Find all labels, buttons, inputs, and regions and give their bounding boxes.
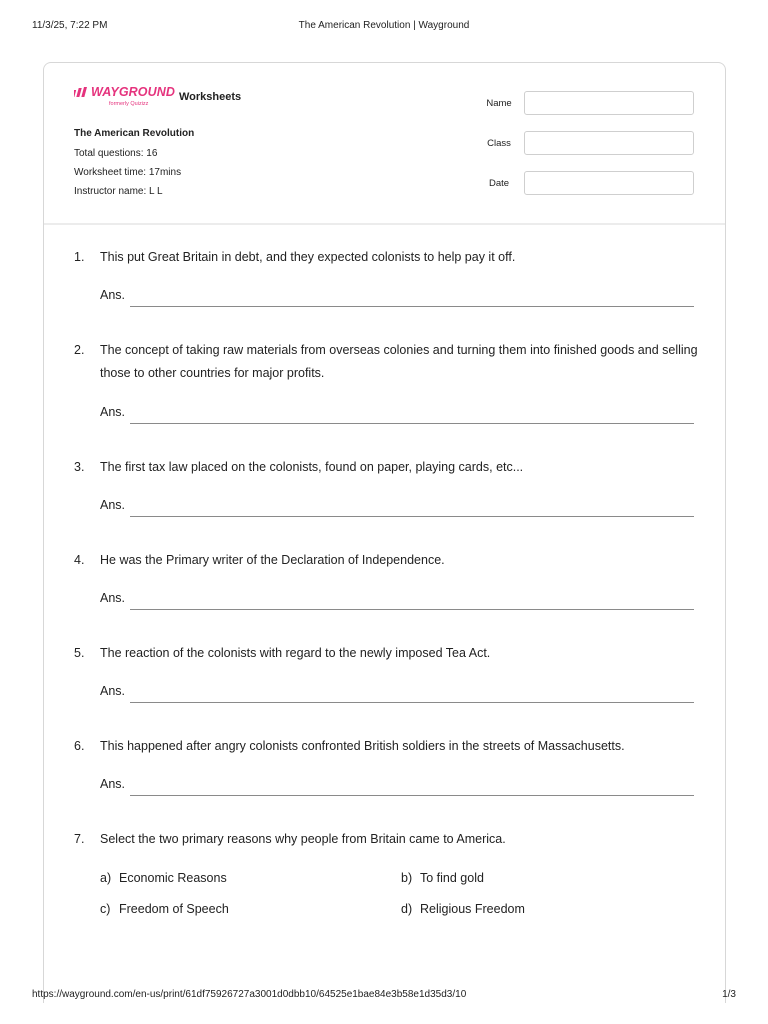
page-number: 1/3 (722, 989, 736, 1000)
question-text: The first tax law placed on the colonists, found on paper, playing cards, etc... (100, 460, 524, 474)
option-a[interactable] (100, 871, 227, 885)
answer-label: Ans. (100, 777, 126, 791)
answer-label: Ans. (100, 684, 126, 698)
question-number: 6. (74, 739, 85, 753)
worksheet-card (43, 62, 726, 1003)
option-b[interactable] (401, 871, 484, 885)
question-number: 3. (74, 460, 85, 474)
option-d[interactable] (401, 902, 525, 916)
logo-subtext: formerly Quizizz (109, 101, 149, 107)
option-c[interactable] (100, 902, 229, 916)
answer-label: Ans. (100, 591, 126, 605)
worksheet-time: Worksheet time: 17mins (74, 167, 182, 178)
question-text: The concept of taking raw materials from overseas colonies and turning them into finished goods and selling those to other countries for major profits. (100, 343, 698, 380)
answer-label: Ans. (100, 288, 126, 302)
question-number: 2. (74, 343, 85, 357)
print-footer (32, 989, 736, 1003)
answer-rule (130, 516, 694, 517)
logo-mark-icon (74, 87, 88, 99)
option-letter: c) (100, 902, 111, 916)
brand (74, 85, 241, 109)
answer-label: Ans. (100, 405, 126, 419)
option-letter: b) (401, 871, 413, 885)
instructor-name: Instructor name: L L (74, 186, 163, 197)
answer-rule (130, 306, 694, 307)
worksheet-title: The American Revolution (74, 128, 195, 139)
date-field-row (474, 171, 694, 195)
answer-label: Ans. (100, 498, 126, 512)
class-input[interactable] (524, 131, 694, 155)
question-text: This put Great Britain in debt, and they expected colonists to help pay it off. (100, 250, 516, 264)
total-questions: Total questions: 16 (74, 148, 158, 159)
question-text: He was the Primary writer of the Declaration of Independence. (100, 553, 445, 567)
question-number: 4. (74, 553, 85, 567)
print-datetime: 11/3/25, 7:22 PM (32, 20, 108, 31)
name-label: Name (486, 97, 512, 109)
question-text: Select the two primary reasons why people from Britain came to America. (100, 832, 506, 846)
class-label: Class (487, 137, 511, 149)
option-text: Freedom of Speech (119, 902, 229, 916)
name-field-row (474, 91, 694, 115)
class-field-row (474, 131, 694, 155)
question-text: This happened after angry colonists confronted British soldiers in the streets of Massachusetts. (100, 739, 625, 753)
answer-rule (130, 702, 694, 703)
print-page-title: The American Revolution | Wayground (298, 20, 470, 31)
print-header (32, 20, 736, 34)
date-input[interactable] (524, 171, 694, 195)
option-text: To find gold (420, 871, 484, 885)
question-number: 5. (74, 646, 85, 660)
option-text: Economic Reasons (119, 871, 227, 885)
answer-rule (130, 795, 694, 796)
question-text: The reaction of the colonists with regard to the newly imposed Tea Act. (100, 646, 491, 660)
logo-wordmark: WAYGROUND (91, 85, 175, 99)
wayground-logo (74, 85, 175, 109)
section-label: Worksheets (179, 91, 242, 103)
question-number: 1. (74, 250, 85, 264)
question-number: 7. (74, 832, 85, 846)
worksheet-header (44, 63, 725, 225)
option-letter: a) (100, 871, 112, 885)
option-letter: d) (401, 902, 413, 916)
worksheet-meta (74, 128, 194, 205)
date-label: Date (488, 177, 510, 189)
print-url: https://wayground.com/en-us/print/61df75926727a3001d0dbb10/64525e1bae84e3b58e1d35d3/10 (32, 989, 467, 1000)
answer-rule (130, 609, 694, 610)
answer-rule (130, 423, 694, 424)
name-input[interactable] (524, 91, 694, 115)
option-text: Religious Freedom (420, 902, 525, 916)
